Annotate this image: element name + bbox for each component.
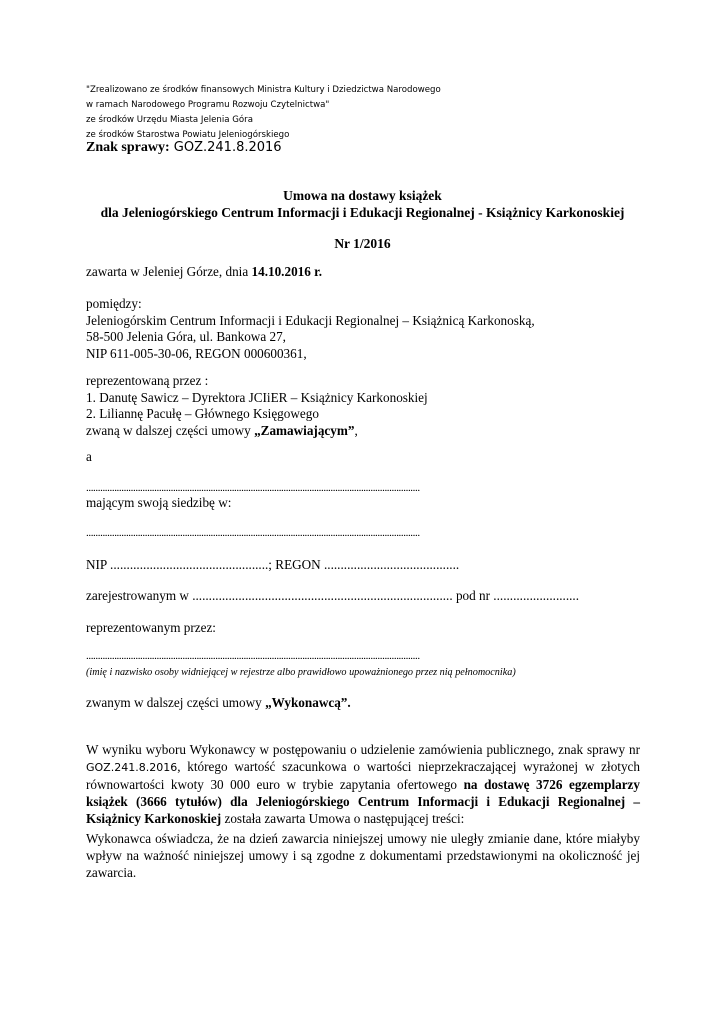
and-label: a [86, 449, 92, 464]
contractor-seat-blank: .............................................................................................................................................. [86, 527, 420, 539]
contract-date: 14.10.2016 r. [251, 264, 323, 279]
concluded-line [86, 264, 322, 280]
contractor-name-blank: .............................................................................................................................................. [86, 482, 420, 494]
funding-line: w ramach Narodowego Programu Rozwoju Czytelnictwa" [86, 100, 330, 110]
contract-number: Nr 1/2016 [334, 236, 391, 251]
represented-label: reprezentowaną przez : [86, 373, 209, 388]
orderer-line: Jeleniogórskim Centrum Informacji i Edukacji Regionalnej – Książnicą Karkonoską, [86, 312, 535, 328]
representative-note: (imię i nazwisko osoby widniejącej w rejestrze albo prawidłowo upoważnionego przez nią pełnomocnika) [86, 667, 516, 678]
tender-text-3: została zawarta Umowa o następującej treści: [224, 811, 465, 826]
tender-case-number: GOZ.241.8.2016 [86, 761, 178, 774]
case-reference [86, 140, 282, 156]
orderer-block [86, 296, 535, 362]
contractor-alias: „Wykonawcą”. [265, 695, 351, 710]
orderer-alias-line [86, 423, 428, 440]
contractor-alias-line [86, 695, 351, 711]
case-reference-label: Znak sprawy: [86, 140, 170, 155]
orderer-alias: „Zamawiającym” [254, 422, 355, 438]
representatives-block [86, 373, 428, 439]
representative-line: 1. Danutę Sawicz – Dyrektora JCIiER – Książnicy Karkonoskiej [86, 389, 428, 405]
tender-text-1: W wyniku wyboru Wykonawcy w postępowaniu o udzielenie zamówienia publicznego, znak sprawy nr [86, 742, 640, 757]
contractor-representative-blank: .............................................................................................................................................. [86, 650, 420, 662]
registered-line: zarejestrowanym w ............................................................................... pod nr .......................... [86, 588, 580, 603]
representative-line: 2. Liliannę Pacułę – Głównego Księgowego [86, 406, 319, 422]
funding-line: "Zrealizowano ze środków finansowych Ministra Kultury i Dziedzictwa Narodowego [86, 85, 441, 95]
tender-text-2: , którego wartość szacunkowa o wartości nieprzekraczającej wyrażonej w złotych równowartości kwoty 30 000 euro w trybie zapytania ofertowego [86, 759, 640, 792]
funding-line: ze środków Urzędu Miasta Jelenia Góra [86, 115, 253, 125]
funding-line: ze środków Starostwa Powiatu Jeleniogórskiego [86, 130, 290, 140]
between-label: pomiędzy: [86, 296, 142, 311]
concluded-text: zawarta w Jeleniej Górze, dnia [86, 264, 249, 279]
orderer-alias-suffix: , [354, 422, 358, 438]
tender-paragraph [86, 741, 640, 827]
contractor-represented-label: reprezentowanym przez: [86, 620, 216, 635]
orderer-alias-prefix: zwaną w dalszej części umowy [86, 422, 251, 438]
case-reference-value: GOZ.241.8.2016 [173, 140, 282, 155]
contractor-seat-label: mającym swoją siedzibę w: [86, 495, 232, 510]
orderer-line: 58-500 Jelenia Góra, ul. Bankowa 27, [86, 329, 286, 345]
orderer-line: NIP 611-005-30-06, REGON 000600361, [86, 345, 307, 361]
contractor-alias-prefix: zwanym w dalszej części umowy [86, 695, 262, 710]
nip-regon-line: NIP ................................................; REGON ......................................... [86, 557, 460, 572]
funding-note [86, 83, 441, 143]
document-subtitle: dla Jeleniogórskiego Centrum Informacji i Edukacji Regionalnej - Książnicy Karkonoskiej [100, 205, 625, 220]
declaration-paragraph: Wykonawca oświadcza, że na dzień zawarcia niniejszej umowy nie uległy zmianie dane, które miałyby wpływ na ważność niniejszej umowy i są zgodne z dokumentami przedstawionymi na okoliczność jej zawarcia. [86, 831, 640, 880]
document-title: Umowa na dostawy książek [283, 188, 442, 203]
tender-subject: na dostawę 3726 egzemplarzy książek (3666 tytułów) dla Jeleniogórskiego Centrum Informacji i Edukacji Regionalnej – Książnicy Karkonoskiej [86, 777, 641, 826]
